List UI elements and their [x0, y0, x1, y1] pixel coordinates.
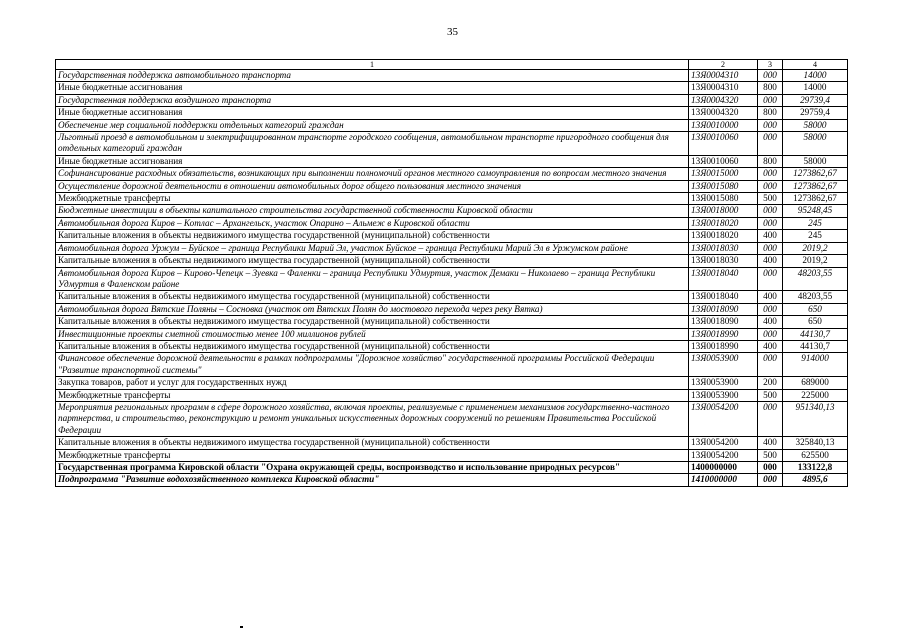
row-code-cell: 13Я0053900 — [689, 389, 758, 401]
row-code-cell: 13Я0018040 — [689, 267, 758, 291]
row-code-cell: 13Я0018040 — [689, 291, 758, 303]
column-header-amount: 4 — [783, 60, 848, 70]
table-row — [56, 242, 848, 254]
row-expense-type-cell: 000 — [758, 168, 783, 180]
budget-table-body — [56, 60, 848, 487]
table-row — [56, 255, 848, 267]
table-row — [56, 94, 848, 106]
row-code-cell: 13Я0018000 — [689, 205, 758, 217]
row-code-cell: 13Я0018030 — [689, 242, 758, 254]
row-expense-type-cell: 400 — [758, 437, 783, 449]
row-expense-type-cell: 000 — [758, 205, 783, 217]
table-row — [56, 230, 848, 242]
row-name-cell: Автомобильная дорога Уржум – Буйское – граница Республики Марий Эл, участок Буйское – граница Республики Марий Эл в Уржумском районе — [56, 242, 689, 254]
column-header-name: 1 — [56, 60, 689, 70]
table-row — [56, 437, 848, 449]
row-name-cell: Капитальные вложения в объекты недвижимого имущества государственной (муниципальной) собственности — [56, 340, 689, 352]
row-expense-type-cell: 000 — [758, 328, 783, 340]
row-name-cell: Автомобильная дорога Киров – Кирово-Чепецк – Зуевка – Фаленки – граница Республики Удмуртия, участок Демаки – Николаево – граница Республики Удмуртия в Фаленском районе — [56, 267, 689, 291]
table-row — [56, 168, 848, 180]
table-row — [56, 474, 848, 486]
row-code-cell: 13Я0018990 — [689, 340, 758, 352]
table-row — [56, 462, 848, 474]
row-name-cell: Мероприятия региональных программ в сфере дорожного хозяйства, включая проекты, реализуемые с применением механизмов государственно-частного партнерства, и строительство, реконструкцию и ремонт уникальных искусственных дорожных сооружений по решениям Правительства Российской Федерации — [56, 401, 689, 436]
row-expense-type-cell: 400 — [758, 291, 783, 303]
row-name-cell: Закупка товаров, работ и услуг для государственных нужд — [56, 377, 689, 389]
row-expense-type-cell: 500 — [758, 193, 783, 205]
row-code-cell: 13Я0018090 — [689, 316, 758, 328]
column-header-expense-type: 3 — [758, 60, 783, 70]
row-expense-type-cell: 000 — [758, 180, 783, 192]
row-amount-cell: 1273862,67 — [783, 168, 848, 180]
row-amount-cell: 914000 — [783, 353, 848, 377]
row-code-cell: 13Я0010060 — [689, 132, 758, 156]
row-amount-cell: 48203,55 — [783, 291, 848, 303]
row-name-cell: Межбюджетные трансферты — [56, 193, 689, 205]
table-row — [56, 353, 848, 377]
row-expense-type-cell: 000 — [758, 94, 783, 106]
row-code-cell: 1400000000 — [689, 462, 758, 474]
row-amount-cell: 133122,8 — [783, 462, 848, 474]
column-header-code: 2 — [689, 60, 758, 70]
row-code-cell: 13Я0054200 — [689, 449, 758, 461]
table-row — [56, 132, 848, 156]
row-amount-cell: 44130,7 — [783, 328, 848, 340]
table-row — [56, 193, 848, 205]
row-name-cell: Автомобильная дорога Киров – Котлас – Архангельск, участок Опарино – Альмеж в Кировской области — [56, 217, 689, 229]
row-name-cell: Капитальные вложения в объекты недвижимого имущества государственной (муниципальной) собственности — [56, 255, 689, 267]
row-amount-cell: 625500 — [783, 449, 848, 461]
row-name-cell: Автомобильная дорога Вятские Поляны – Сосновка (участок от Вятских Полян до мостового перехода через реку Вятка) — [56, 303, 689, 315]
row-amount-cell: 245 — [783, 217, 848, 229]
row-name-cell: Иные бюджетные ассигнования — [56, 82, 689, 94]
table-row — [56, 340, 848, 352]
row-amount-cell: 225000 — [783, 389, 848, 401]
row-code-cell: 13Я0015080 — [689, 193, 758, 205]
row-expense-type-cell: 000 — [758, 242, 783, 254]
row-expense-type-cell: 000 — [758, 217, 783, 229]
row-name-cell: Подпрограмма "Развитие водохозяйственного комплекса Кировской области" — [56, 474, 689, 486]
row-code-cell: 13Я0018030 — [689, 255, 758, 267]
row-expense-type-cell: 000 — [758, 70, 783, 82]
row-amount-cell: 650 — [783, 316, 848, 328]
row-amount-cell: 14000 — [783, 70, 848, 82]
row-name-cell: Финансовое обеспечение дорожной деятельности в рамках подпрограммы "Дорожное хозяйство" государственной программы Российской Федерации "Развитие транспортной системы" — [56, 353, 689, 377]
table-row — [56, 107, 848, 119]
table-row — [56, 449, 848, 461]
table-row — [56, 291, 848, 303]
row-amount-cell: 14000 — [783, 82, 848, 94]
row-name-cell: Межбюджетные трансферты — [56, 389, 689, 401]
row-name-cell: Государственная поддержка воздушного транспорта — [56, 94, 689, 106]
row-expense-type-cell: 400 — [758, 230, 783, 242]
table-row — [56, 217, 848, 229]
row-code-cell: 13Я0053900 — [689, 353, 758, 377]
row-code-cell: 13Я0010000 — [689, 119, 758, 131]
row-expense-type-cell: 000 — [758, 303, 783, 315]
row-name-cell: Государственная поддержка автомобильного транспорта — [56, 70, 689, 82]
row-name-cell: Осуществление дорожной деятельности в отношении автомобильных дорог общего пользования местного значения — [56, 180, 689, 192]
table-row — [56, 389, 848, 401]
row-amount-cell: 44130,7 — [783, 340, 848, 352]
row-name-cell: Капитальные вложения в объекты недвижимого имущества государственной (муниципальной) собственности — [56, 316, 689, 328]
row-name-cell: Межбюджетные трансферты — [56, 449, 689, 461]
row-expense-type-cell: 000 — [758, 267, 783, 291]
row-code-cell: 13Я0018020 — [689, 230, 758, 242]
row-expense-type-cell: 200 — [758, 377, 783, 389]
row-code-cell: 13Я0004320 — [689, 94, 758, 106]
row-expense-type-cell: 800 — [758, 107, 783, 119]
row-name-cell: Инвестиционные проекты сметной стоимостью менее 100 миллионов рублей — [56, 328, 689, 340]
table-row — [56, 316, 848, 328]
row-amount-cell: 58000 — [783, 119, 848, 131]
row-amount-cell: 2019,2 — [783, 255, 848, 267]
table-row — [56, 205, 848, 217]
row-name-cell: Софинансирование расходных обязательств, возникающих при выполнении полномочий органов местного самоуправления по вопросам местного значения — [56, 168, 689, 180]
row-expense-type-cell: 400 — [758, 316, 783, 328]
table-row — [56, 70, 848, 82]
row-name-cell: Капитальные вложения в объекты недвижимого имущества государственной (муниципальной) собственности — [56, 291, 689, 303]
row-expense-type-cell: 000 — [758, 132, 783, 156]
table-row — [56, 328, 848, 340]
row-amount-cell: 2019,2 — [783, 242, 848, 254]
row-code-cell: 13Я0054200 — [689, 437, 758, 449]
row-name-cell: Иные бюджетные ассигнования — [56, 155, 689, 167]
table-row — [56, 377, 848, 389]
row-expense-type-cell: 500 — [758, 449, 783, 461]
row-expense-type-cell: 000 — [758, 401, 783, 436]
row-amount-cell: 29739,4 — [783, 94, 848, 106]
table-header-row — [56, 60, 848, 70]
row-code-cell: 13Я0018990 — [689, 328, 758, 340]
row-name-cell: Капитальные вложения в объекты недвижимого имущества государственной (муниципальной) собственности — [56, 437, 689, 449]
row-code-cell: 13Я0054200 — [689, 401, 758, 436]
table-row — [56, 303, 848, 315]
row-expense-type-cell: 000 — [758, 462, 783, 474]
row-expense-type-cell: 000 — [758, 353, 783, 377]
budget-table — [55, 59, 848, 487]
row-code-cell: 13Я0053900 — [689, 377, 758, 389]
row-expense-type-cell: 800 — [758, 82, 783, 94]
row-name-cell: Капитальные вложения в объекты недвижимого имущества государственной (муниципальной) собственности — [56, 230, 689, 242]
row-code-cell: 13Я0004320 — [689, 107, 758, 119]
row-code-cell: 13Я0015000 — [689, 168, 758, 180]
table-row — [56, 155, 848, 167]
row-expense-type-cell: 000 — [758, 119, 783, 131]
row-expense-type-cell: 000 — [758, 474, 783, 486]
row-code-cell: 13Я0015080 — [689, 180, 758, 192]
table-row — [56, 180, 848, 192]
row-expense-type-cell: 400 — [758, 340, 783, 352]
row-amount-cell: 58000 — [783, 132, 848, 156]
row-name-cell: Бюджетные инвестиции в объекты капитального строительства государственной собственности Кировской области — [56, 205, 689, 217]
row-expense-type-cell: 400 — [758, 255, 783, 267]
row-code-cell: 13Я0018020 — [689, 217, 758, 229]
row-amount-cell: 48203,55 — [783, 267, 848, 291]
row-amount-cell: 245 — [783, 230, 848, 242]
row-code-cell: 13Я0018090 — [689, 303, 758, 315]
scan-dot-mark — [240, 626, 243, 628]
row-code-cell: 13Я0010060 — [689, 155, 758, 167]
row-amount-cell: 325840,13 — [783, 437, 848, 449]
row-expense-type-cell: 500 — [758, 389, 783, 401]
row-amount-cell: 58000 — [783, 155, 848, 167]
row-amount-cell: 1273862,67 — [783, 180, 848, 192]
row-code-cell: 1410000000 — [689, 474, 758, 486]
table-row — [56, 401, 848, 436]
table-row — [56, 119, 848, 131]
row-amount-cell: 650 — [783, 303, 848, 315]
row-amount-cell: 95248,45 — [783, 205, 848, 217]
row-amount-cell: 4895,6 — [783, 474, 848, 486]
row-name-cell: Льготный проезд в автомобильном и электрифицированном транспорте городского сообщения, автомобильном транспорте пригородного сообщения для отдельных категорий граждан — [56, 132, 689, 156]
row-amount-cell: 689000 — [783, 377, 848, 389]
row-amount-cell: 29759,4 — [783, 107, 848, 119]
row-code-cell: 13Я0004310 — [689, 70, 758, 82]
row-amount-cell: 1273862,67 — [783, 193, 848, 205]
table-row — [56, 82, 848, 94]
row-name-cell: Обеспечение мер социальной поддержки отдельных категорий граждан — [56, 119, 689, 131]
table-row — [56, 267, 848, 291]
row-amount-cell: 951340,13 — [783, 401, 848, 436]
page-number: 35 — [447, 26, 458, 38]
row-name-cell: Иные бюджетные ассигнования — [56, 107, 689, 119]
row-code-cell: 13Я0004310 — [689, 82, 758, 94]
row-name-cell: Государственная программа Кировской области "Охрана окружающей среды, воспроизводство и использование природных ресурсов" — [56, 462, 689, 474]
row-expense-type-cell: 800 — [758, 155, 783, 167]
